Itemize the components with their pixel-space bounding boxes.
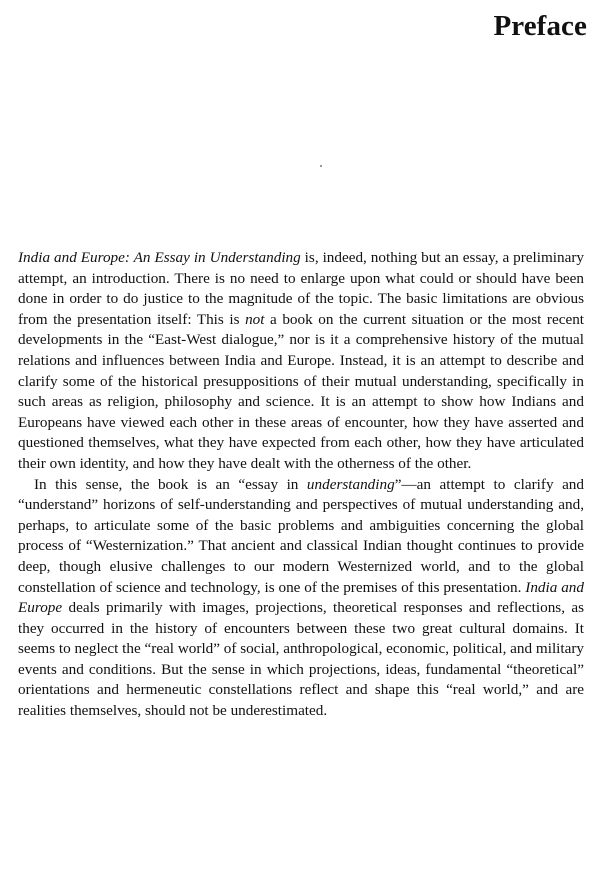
- text-run: deals primarily with images, projections, theoretical responses and reflections, as they occurred in the history of encounters between these two great cultural domains. It seems to neglect the “real world” of social, anthropological, economic, political, and military events and conditions. But the sense in which projections, ideas, fundamental “theoretical” orientations and hermeneutic constellations reflect and shape this “real world,” and are realities themselves, should not be underestimated.: [18, 599, 584, 720]
- italic-text-run: India and Europe: [18, 578, 584, 617]
- text-run: a book on the current situation or the most recent developments in the “East-West dialogue,” nor is it a comprehensive history of the mutual relations and influences between India and Europe. Instead, it is an attempt to describe and clarify some of the historical presuppositions of their mutual understanding, specifically in such areas as religion, philosophy and science. It is an attempt to show how Indians and Europeans have viewed each other in these areas of encounter, how they have asserted and questioned themselves, what they have expected from each other, how they have articulated their own identity, and how they have dealt with the otherness of the other.: [18, 310, 585, 472]
- print-speck: [320, 165, 322, 167]
- italic-text-run: not: [245, 310, 265, 328]
- page-heading: Preface: [493, 10, 587, 42]
- text-run: In this sense, the book is an “essay in: [34, 475, 307, 493]
- paragraph-1: [18, 248, 584, 475]
- italic-text-run: India and Europe: An Essay in Understanding: [18, 249, 301, 266]
- text-run: is, indeed, nothing but an essay, a preliminary attempt, an introduction. There is no need to enlarge upon what could or should have been done in order to do justice to the magnitude of the topic. The basic limitations are obvious from the presentation itself: This is: [18, 249, 585, 328]
- body-text: [18, 248, 584, 722]
- italic-text-run: understanding: [306, 475, 395, 493]
- paragraph-2: [18, 475, 584, 722]
- text-run: ”—an attempt to clarify and “understand” horizons of self-understanding and perspectives of mutual understanding and, perhaps, to articulate some of the basic problems and ambiguities concerning the global process of “Westernization.” That ancient and classical Indian thought continues to provide deep, though elusive challenges to our modern Westernized world, and to the global constellation of science and technology, is one of the premises of this presentation.: [18, 475, 584, 596]
